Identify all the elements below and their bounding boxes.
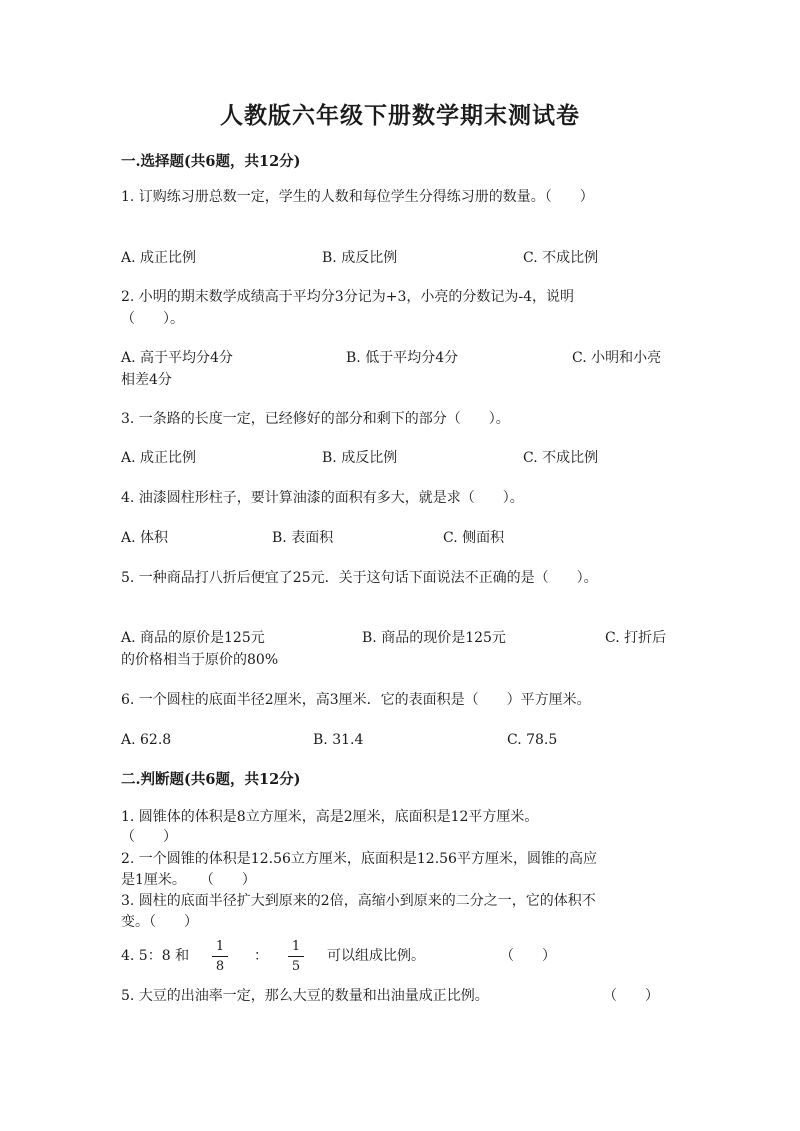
question-4-option-c: C. 侧面积: [443, 530, 505, 546]
judgment-1-line2: （ ）: [121, 829, 177, 845]
fraction-bar: [212, 956, 228, 957]
fraction-denominator: 5: [291, 959, 301, 974]
fraction-one-fifth: [286, 938, 306, 975]
question-3-option-b: B. 成反比例: [322, 450, 398, 466]
question-2-text-line1: 2. 小明的期末数学成绩高于平均分3分记为+3，小亮的分数记为-4，说明: [121, 289, 574, 305]
judgment-2-line2: 是1厘米。 （ ）: [121, 872, 256, 888]
question-6-text: 6. 一个圆柱的底面半径2厘米，高3厘米．它的表面积是（ ）平方厘米。: [121, 692, 591, 708]
question-1-option-c: C. 不成比例: [523, 250, 599, 266]
judgment-5-text: 5. 大豆的出油率一定，那么大豆的数量和出油量成正比例。: [121, 988, 489, 1004]
ratio-colon: ：: [254, 948, 268, 964]
judgment-4-suffix: 可以组成比例。: [327, 948, 425, 964]
question-2-text-line2: （ ）。: [121, 311, 184, 327]
question-6-option-a: A. 62.8: [121, 732, 172, 748]
question-5-option-a: A. 商品的原价是125元: [121, 630, 265, 646]
judgment-2-line1: 2. 一个圆锥的体积是12.56立方厘米，底面积是12.56平方厘米，圆锥的高应: [121, 851, 597, 867]
page-title: 人教版六年级下册数学期末测试卷: [220, 102, 580, 129]
judgment-4-answer-blank: （ ）: [500, 948, 556, 964]
question-2-option-c-cont: 相差4分: [121, 372, 172, 388]
question-1-option-a: A. 成正比例: [121, 250, 197, 266]
question-2-option-c: C. 小明和小亮: [572, 350, 662, 366]
question-2-option-b: B. 低于平均分4分: [346, 350, 459, 366]
question-1-text: 1. 订购练习册总数一定，学生的人数和每位学生分得练习册的数量。（ ）: [121, 189, 594, 205]
question-3-option-c: C. 不成比例: [523, 450, 599, 466]
question-2-option-a: A. 高于平均分4分: [121, 350, 233, 366]
fraction-numerator: 1: [215, 939, 225, 954]
question-3-option-a: A. 成正比例: [121, 450, 197, 466]
question-6-option-c: C. 78.5: [507, 732, 558, 748]
question-3-text: 3. 一条路的长度一定，已经修好的部分和剩下的部分（ ）。: [121, 411, 510, 427]
section-heading-judgment: 二.判断题(共6题，共12分): [121, 771, 301, 788]
question-5-option-c-cont: 的价格相当于原价的80%: [121, 652, 279, 668]
question-6-option-b: B. 31.4: [313, 732, 364, 748]
judgment-3-line2: 变。（ ）: [121, 914, 198, 930]
judgment-5-answer-blank: （ ）: [603, 988, 659, 1004]
fraction-numerator: 1: [291, 939, 301, 954]
question-4-text: 4. 油漆圆柱形柱子，要计算油漆的面积有多大，就是求（ ）。: [121, 490, 524, 506]
fraction-denominator: 8: [215, 959, 225, 974]
judgment-3-line1: 3. 圆柱的底面半径扩大到原来的2倍，高缩小到原来的二分之一，它的体积不: [121, 893, 596, 909]
section-heading-choice: 一.选择题(共6题，共12分): [121, 153, 301, 170]
fraction-one-eighth: [210, 938, 230, 975]
question-5-option-c: C. 打折后: [605, 630, 667, 646]
question-4-option-a: A. 体积: [121, 530, 169, 546]
judgment-1-line1: 1. 圆锥体的体积是8立方厘米，高是2厘米，底面积是12平方厘米。: [121, 809, 539, 825]
question-5-option-b: B. 商品的现价是125元: [362, 630, 506, 646]
fraction-bar: [288, 956, 304, 957]
judgment-4-prefix: 4. 5：8 和: [121, 948, 190, 964]
question-5-text: 5. 一种商品打八折后便宜了25元．关于这句话下面说法不正确的是（ ）。: [121, 570, 598, 586]
question-1-option-b: B. 成反比例: [322, 250, 398, 266]
question-4-option-b: B. 表面积: [272, 530, 334, 546]
